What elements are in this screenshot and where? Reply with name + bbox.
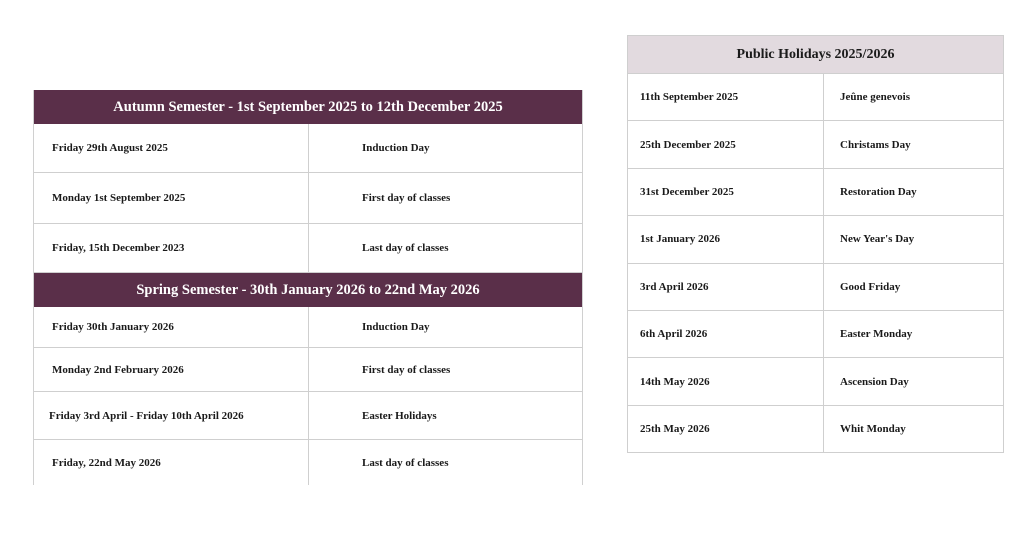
spring-semester-header: Spring Semester - 30th January 2026 to 22nd May 2026	[34, 273, 582, 307]
autumn-row-date: Monday 1st September 2025	[34, 173, 309, 223]
table-row	[34, 392, 582, 440]
holiday-name: Ascension Day	[840, 375, 909, 388]
autumn-row-event: Last day of classes	[362, 242, 449, 254]
autumn-row-date: Friday 29th August 2025	[34, 124, 309, 172]
table-row	[628, 216, 1003, 263]
holiday-date: 25th December 2025	[628, 121, 824, 167]
holiday-date: 1st January 2026	[628, 216, 824, 262]
spring-row-date: Friday 3rd April - Friday 10th April 2026	[34, 392, 309, 439]
academic-calendar-table	[33, 90, 583, 485]
holiday-date: 14th May 2026	[628, 358, 824, 404]
holiday-date: 6th April 2026	[628, 311, 824, 357]
table-row	[628, 406, 1003, 452]
spring-row-event: Induction Day	[362, 321, 430, 333]
holiday-name: Restoration Day	[840, 185, 917, 198]
holiday-name: Easter Monday	[840, 328, 913, 341]
autumn-row-event: First day of classes	[362, 192, 451, 204]
spring-row-date: Friday, 22nd May 2026	[34, 440, 309, 485]
table-row	[628, 358, 1003, 405]
table-row	[628, 311, 1003, 358]
autumn-row-date: Friday, 15th December 2023	[34, 224, 309, 272]
table-row	[34, 224, 582, 273]
holiday-date: 11th September 2025	[628, 74, 824, 120]
table-row	[34, 124, 582, 173]
spring-row-date: Friday 30th January 2026	[34, 307, 309, 347]
table-row	[628, 74, 1003, 121]
holiday-name: Whit Monday	[840, 422, 906, 435]
spring-row-event: First day of classes	[362, 363, 451, 376]
spring-row-event: Last day of classes	[362, 456, 449, 469]
table-row	[628, 121, 1003, 168]
table-row	[628, 169, 1003, 216]
spring-row-event: Easter Holidays	[362, 409, 437, 422]
public-holidays-table	[627, 35, 1004, 453]
table-row	[34, 440, 582, 485]
holiday-name: Good Friday	[840, 280, 901, 293]
holiday-date: 25th May 2026	[628, 406, 824, 452]
holiday-date: 31st December 2025	[628, 169, 824, 215]
table-row	[628, 264, 1003, 311]
holiday-date: 3rd April 2026	[628, 264, 824, 310]
holiday-name: New Year's Day	[840, 233, 915, 246]
table-row	[34, 348, 582, 392]
public-holidays-header: Public Holidays 2025/2026	[628, 35, 1003, 74]
autumn-row-event: Induction Day	[362, 142, 430, 154]
table-row	[34, 307, 582, 348]
holiday-name: Jeûne genevois	[840, 91, 910, 104]
table-row	[34, 173, 582, 224]
spring-row-date: Monday 2nd February 2026	[34, 348, 309, 391]
holiday-name: Christams Day	[840, 138, 911, 151]
autumn-semester-header: Autumn Semester - 1st September 2025 to 12th December 2025	[34, 90, 582, 124]
